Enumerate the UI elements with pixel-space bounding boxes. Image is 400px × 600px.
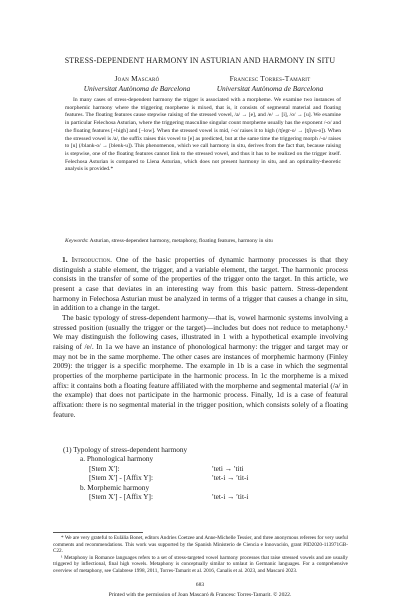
- keywords-list: : Asturian, stress-dependent harmony, metaphony, floating features, harmony in situ: [86, 238, 273, 244]
- paragraph-2: The basic typology of stress-dependent harmony—that is, vowel harmonic systems involving a stressed position (usually the trigger or the target)—includes but does not reduce to metaphony.¹ We may distinguish the following cases, illustrated in 1 with a hypothetical example involving raising of /e/. In 1a we have an instance of phonological harmony: the trigger and target may or may not be in the same morpheme. The other cases are instances of morphemic harmony (Finley 2009): the trigger is a specific morpheme. The example in 1b is a case in which the segmental properties of the morpheme participate in the harmonic process. In 1c the morpheme is a mixed affix: it contains both a floating feature affiliated with the morpheme and segmental material (/ə/ in the example) that does not participate in the harmonic process. Finally, 1d is a case of featural affixation: there is no segmental material in the trigger position, which consists solely of a floating feature.: [53, 312, 348, 419]
- section-number: 1.: [62, 255, 68, 264]
- keywords: [65, 238, 341, 246]
- example-1: [63, 445, 333, 501]
- footnotes: [53, 535, 348, 575]
- author-affiliation: Universitat Autònoma de Barcelona: [83, 84, 191, 93]
- example-form: ′teti → ′titi: [212, 463, 244, 473]
- example-b-label: b. Morphemic harmony: [80, 482, 150, 492]
- example-b-row-1: [89, 492, 333, 501]
- author-name: Joan Mascaró: [114, 74, 160, 83]
- paper-title: STRESS-DEPENDENT HARMONY IN ASTURIAN AND HARMONY IN SITU: [64, 56, 336, 65]
- example-structure: [Stem X′] - [Affix Y]:: [89, 473, 154, 483]
- body-text: [53, 255, 348, 419]
- example-form: ′tet-i → ′tit-i: [212, 491, 249, 501]
- author-name: Francesc Torres-Tamarit: [229, 74, 311, 83]
- example-form: ′tet-i → ′tit-i: [212, 473, 249, 483]
- example-label: (1) Typology of stress-dependent harmony: [63, 445, 188, 454]
- abstract-text: In many cases of stress-dependent harmony the trigger is associated with a morpheme. We examine two instances of morphemic harmony where the triggering morpheme is mixed, that is, it consists of segmental material and floating features. The floating features cause stepwise raising of the stressed vowel, /a/ → [e], and /e/ → [i], /o/ → [u]. We examine in particular Felechosa Asturian, where the triggering masculine singular count morpheme usually has the exponent /-o/ and the floating features [+high] and [−low]. When the stressed vowel is mid, /-o/ raises it to high (/tʃegr-o/ → [tʃiγu-o]). When the stressed vowel is /a/, the suffix raises this vowel to [e] as predicted, but at the same time the triggering morph /-o/ raises to [u] (/blank-o/ → [blenk-u]). This phenomenon, which we call harmony in situ, derives from the fact that, because raising is stepwise, one of the floating features cannot link to the stressed vowel, and thus it has to be realized on the trigger itself. Felechosa Asturian is compared to Llena Asturian, which does not present harmony in situ, and an optimality-theoretic analysis is provided.*: [65, 97, 341, 173]
- keywords-label: Keywords: [65, 238, 87, 244]
- paragraph-1-text: . One of the basic properties of dynamic harmony processes is that they distinguish a stable element, the trigger, and a variable element, the target. The harmonic process consists in the transfer of some of the properties of the trigger onto the target. In this article, we present a case that deviates in an interesting way from this basic pattern. Stress-dependent harmony in Felechosa Asturian must be analyzed in terms of a trigger that causes a change in situ, in addition to a change in the target.: [53, 255, 349, 313]
- abstract: [65, 97, 341, 174]
- permission-notice: Printed with the permission of Joan Mascaró & Francesc Torres-Tamarit. © 2022.: [108, 592, 292, 598]
- footnote-rule: [53, 532, 143, 533]
- example-a-label: a. Phonological harmony: [80, 454, 154, 464]
- footnote-1: ¹ Metaphony in Romance languages refers to a set of stress-targeted vowel harmony processes that raise stressed vowels and are usually triggered by inflectional, final high vowels. Metaphony is conceptually similar to umlaut in Germanic languages. For a comprehensive overview of metaphony, see Calabrese 1998, 2011, Torres-Tamarit et al. 2016, Canalis et al. 2023, and Mascaró 2023.: [53, 554, 348, 574]
- section-title: Introduction: [71, 255, 111, 264]
- page-number: 683: [195, 582, 205, 588]
- author-affiliation: Universitat Autònoma de Barcelona: [216, 84, 324, 93]
- author-2: [190, 74, 350, 94]
- paragraph-intro: [53, 255, 348, 313]
- example-a-row-1: [89, 464, 333, 473]
- example-structure: [Stem X′] - [Affix Y]:: [89, 491, 154, 501]
- footnote-acknowledgment: * We are very grateful to Eulàlia Bonet, editors Andries Coetzee and Anne-Michelle Tessier, and three anonymous referees for very useful comments and recommendations. This work was supported by the Spanish Ministerio de Ciencia e Innovación, grant PID2020-113971GB-C22.: [53, 535, 348, 555]
- example-structure: [Stem X′]:: [89, 463, 120, 473]
- example-a-row-2: [89, 473, 333, 482]
